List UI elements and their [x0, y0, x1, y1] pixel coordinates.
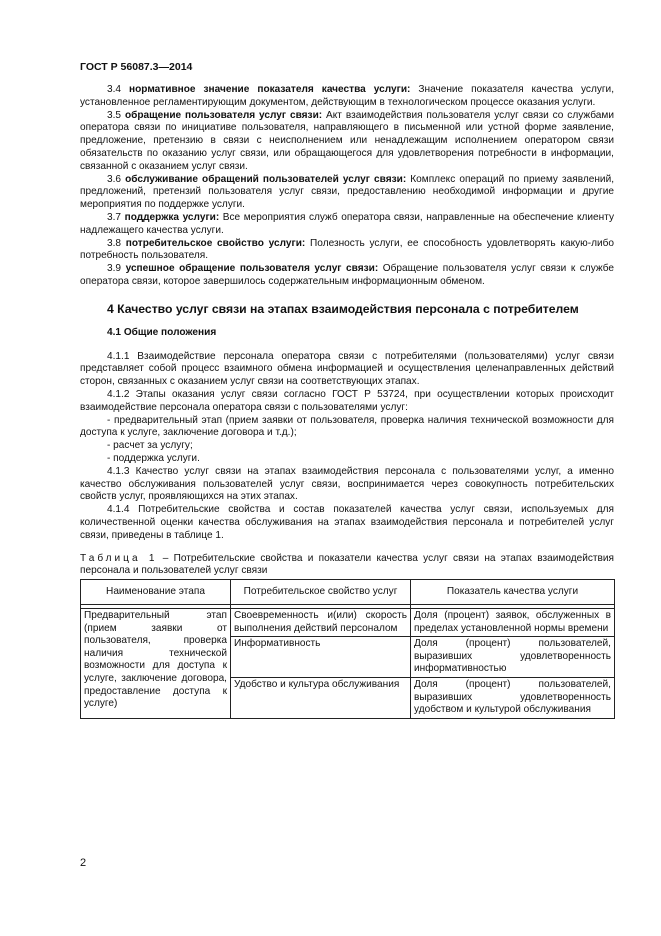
definition-term: успешное обращение пользователя услуг связи:: [125, 263, 379, 275]
definition-number: 3.7: [107, 211, 122, 223]
definition-item: [80, 212, 614, 238]
definition-text: Все мероприятия служб оператора связи, направленные на обеспечение клиенту надлежащего качества услуги.: [80, 211, 615, 236]
definition-text: Комплекс операций по приему заявлений, предложений, претензий пользователя услуг связи, предоставлению необходимой информации и другие мероприятия по поддержке услуги.: [80, 173, 615, 211]
doc-header: ГОСТ Р 56087.3—2014: [80, 61, 193, 73]
definition-term: обслуживание обращений пользователей услуг связи:: [125, 173, 407, 185]
definition-text: Полезность услуги, ее способность удовлетворять какую-либо потребность пользователя.: [80, 237, 615, 262]
header-cell-indicator: Показатель качества услуги: [411, 580, 615, 605]
definition-item: [80, 263, 614, 289]
definitions-list: [80, 84, 614, 289]
definition-item: [80, 174, 614, 212]
bullet-item: - расчет за услугу;: [107, 440, 193, 452]
definition-number: 3.8: [107, 237, 122, 249]
definition-text: Значение показателя качества услуги, установленное регламентирующим документом, действующим в технологическом процессе оказания услуги.: [80, 84, 614, 108]
property-cell: Удобство и культура обслуживания: [231, 678, 411, 719]
table-header-row: [81, 580, 615, 605]
definition-item: [80, 84, 614, 110]
definition-number: 3.5: [107, 109, 122, 121]
definition-item: [80, 238, 614, 264]
section-4-title: 4 Качество услуг связи на этапах взаимодействия персонала с потребителем: [107, 301, 579, 316]
paragraph-4-1-2: 4.1.2 Этапы оказания услуг связи согласно ГОСТ Р 53724, при осуществлении которых происходит взаимодействие персонала оператора связи с пользователями услуг:: [80, 388, 614, 413]
definition-text: Обращение пользователя услуг связи к службе оператора связи, которое завершилось содержательным информационным обменом.: [80, 263, 615, 287]
bullet-item: - предварительный этап (прием заявки от пользователя, проверка наличия технической возможности для доступа к услуге, заключение договора и т.д.);: [80, 414, 614, 439]
paragraph-4-1-3: 4.1.3 Качество услуг связи на этапах взаимодействия персонала с пользователями услуг, а именно качество обслуживания пользователей услуг связи, воспринимается через совокупность потребительских свойств услуг, проявляющихся на этих этапах.: [80, 465, 614, 503]
indicator-cell: Доля (процент) пользователей, выразивших удовлетворенность удобством и культурой обслуживания: [411, 678, 615, 719]
definition-term: потребительское свойство услуги:: [125, 237, 306, 249]
page-content: [80, 84, 614, 719]
indicator-cell: Доля (процент) пользователей, выразивших удовлетворенность информативностью: [411, 637, 615, 678]
paragraph-4-1-1: 4.1.1 Взаимодействие персонала оператора связи с потребителями (пользователями) услуг связи представляет собой процесс взаимного обмена информацией и осуществления целенаправленных действий сторон, связанных с оказанием услуг связи на соответствующих этапах.: [80, 350, 614, 388]
definition-number: 3.4: [107, 84, 122, 95]
page-number: 2: [80, 857, 87, 869]
definition-term: обращение пользователя услуг связи:: [124, 109, 323, 121]
header-cell-property: Потребительское свойство услуг: [231, 580, 411, 605]
table-row: [81, 609, 615, 637]
bullet-item: - поддержка услуги.: [107, 452, 200, 464]
definition-text: Акт взаимодействия пользователя услуг связи со службами оператора связи по инициативе пользователя, направляющего в письменной или устной форме заявление, предложение, претензию в связи с неисполнением или ненадлежащим исполнением оператором связи обязательств по оказанию услуг связи, или обращающегося для удовлетворения потребности в информации, связанной с оказанием услуг связи.: [80, 109, 614, 172]
quality-table: [80, 579, 615, 719]
property-cell: Своевременность и(или) скорость выполнения действий персоналом: [231, 609, 411, 637]
definition-term: поддержка услуги:: [124, 211, 220, 223]
table-caption-label: Таблица 1: [80, 552, 158, 564]
table-caption-text: – Потребительские свойства и показатели качества услуг связи на этапах взаимодействия персонала и пользователей услуг связи: [80, 552, 614, 577]
stage-cell: Предварительный этап (прием заявки от пользователя, проверка наличия технической возможности для доступа к услуге, заключение договора, предоставление доступа к услуге): [81, 609, 231, 719]
definition-item: [80, 110, 614, 174]
definition-term: нормативное значение показателя качества услуги:: [129, 84, 411, 95]
header-cell-stage: Наименование этапа: [81, 580, 231, 605]
indicator-cell: Доля (процент) заявок, обслуженных в пределах установленной нормы времени: [411, 609, 615, 637]
property-cell: Информативность: [231, 637, 411, 678]
definition-number: 3.6: [107, 173, 122, 185]
definition-number: 3.9: [107, 263, 122, 275]
paragraph-4-1-4: 4.1.4 Потребительские свойства и состав показателей качества услуг связи, используемых для количественной оценки качества обслуживания на этапах взаимодействия персонала и потребителей услуг связи, приведены в таблице 1.: [80, 504, 614, 541]
subsection-4-1-title: 4.1 Общие положения: [107, 326, 217, 338]
table-caption: [80, 553, 614, 579]
